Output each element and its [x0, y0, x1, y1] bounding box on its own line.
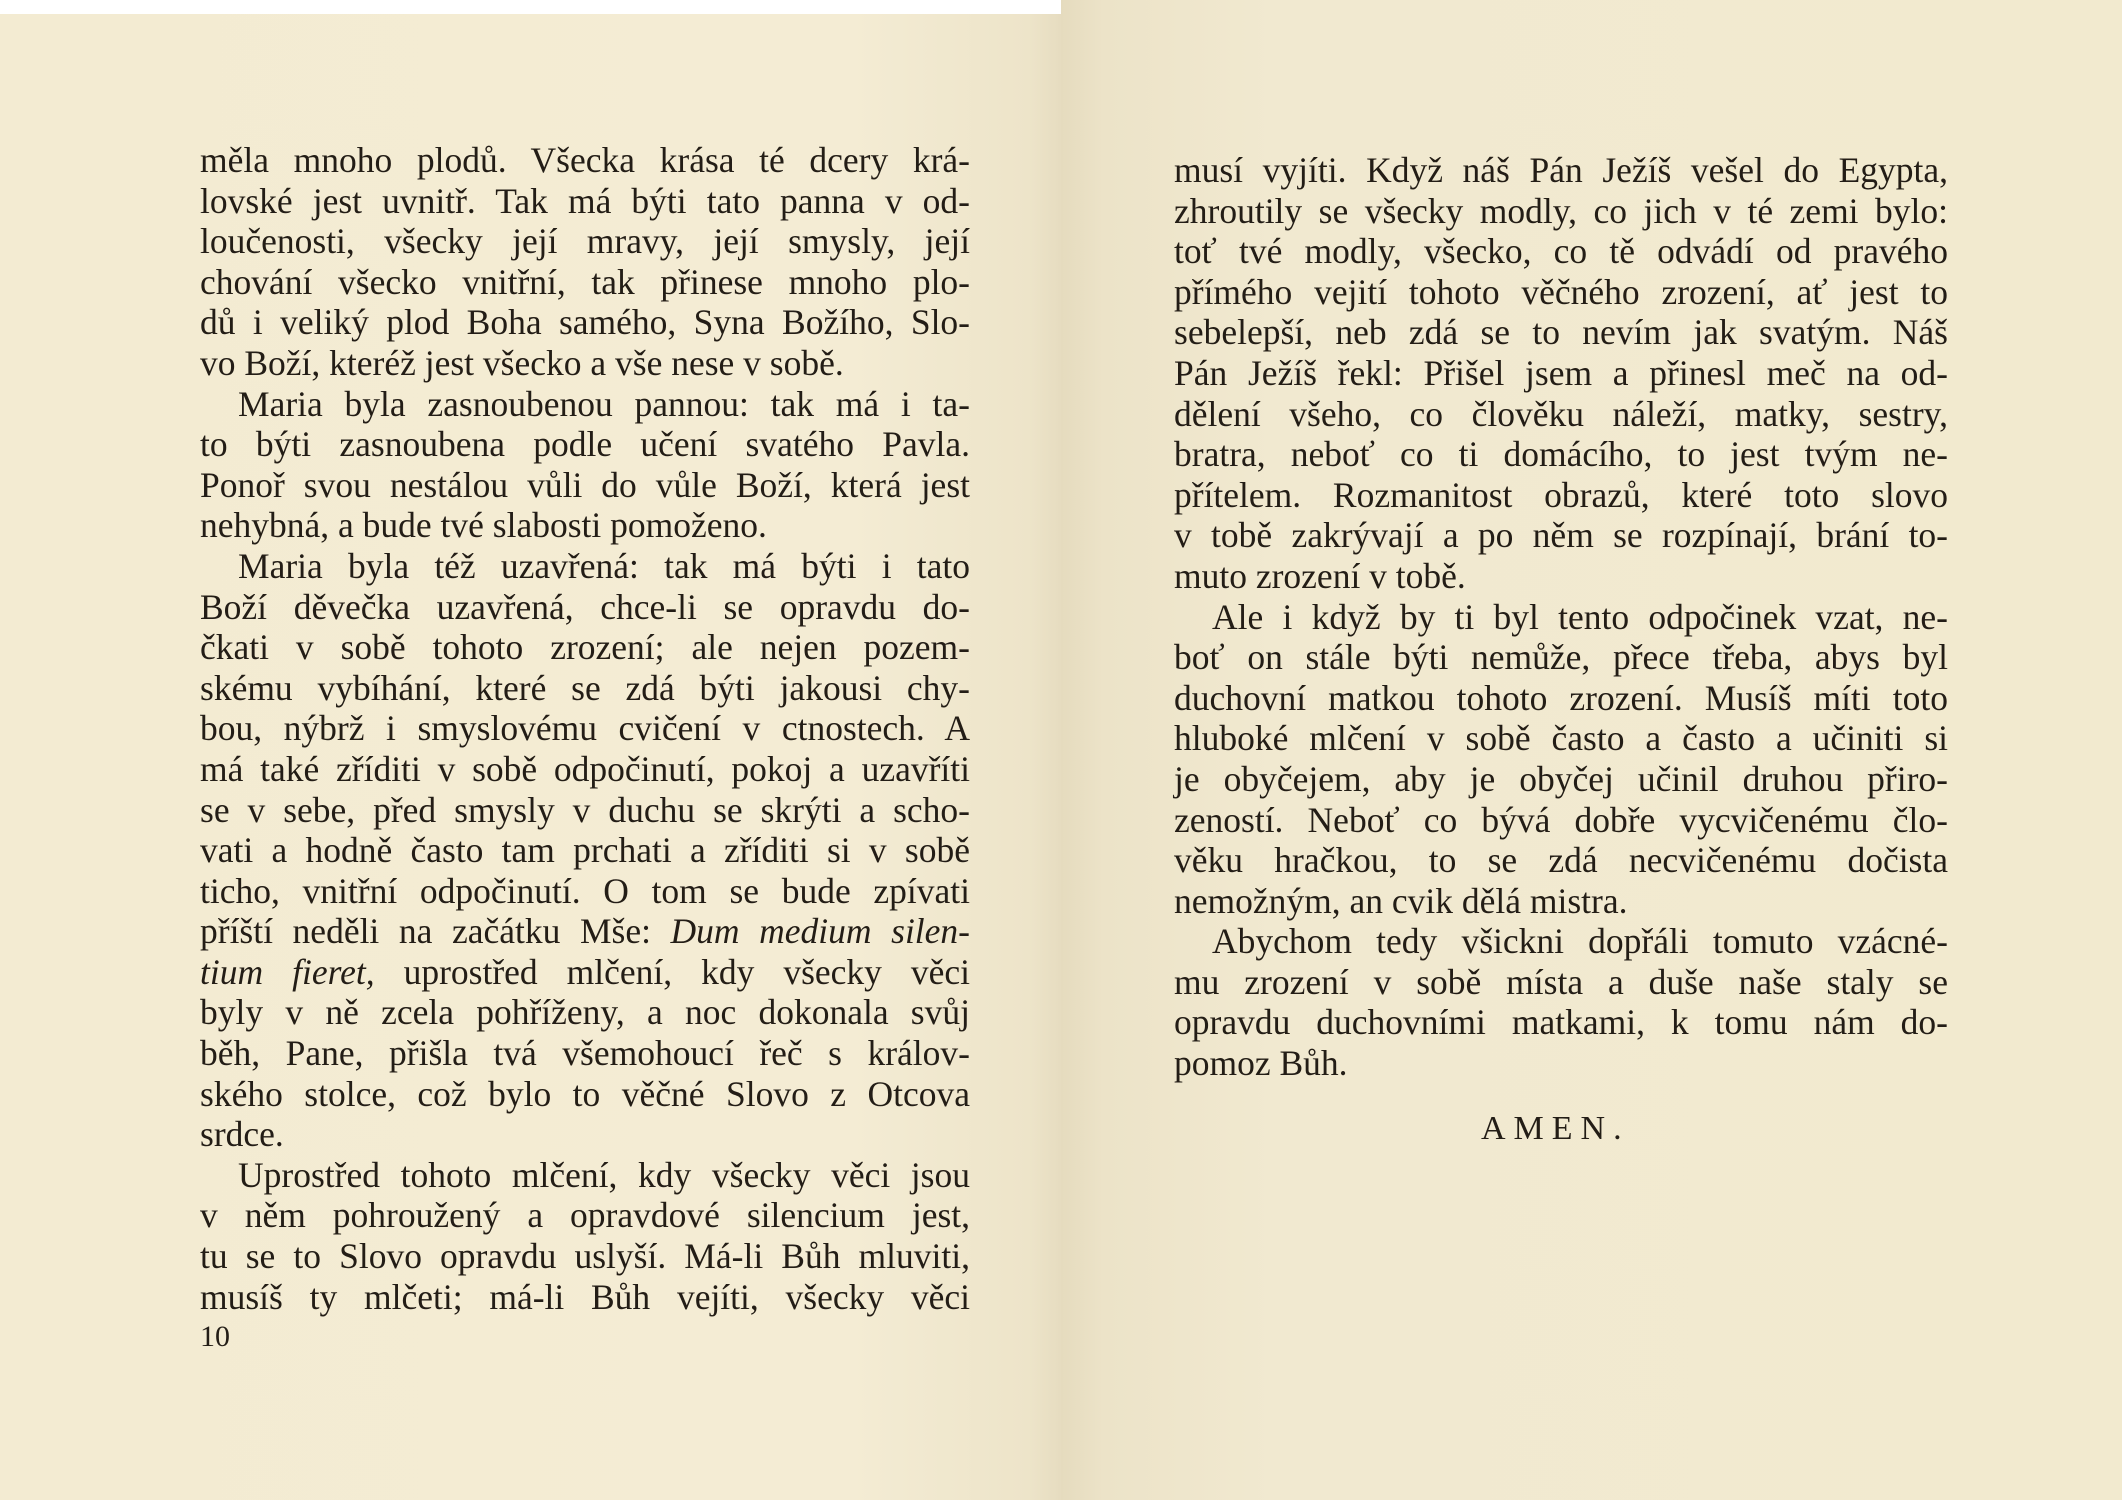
text-line: pomoz Bůh. — [1174, 1043, 1348, 1084]
text-line: srdce. — [200, 1114, 284, 1155]
text-line: skému vybíhání, které se zdá býti jakousi chy- — [200, 667, 970, 708]
right-page-text — [1174, 150, 1948, 1084]
text-line: vati a hodně často tam prchati a zříditi si v sobě — [200, 830, 970, 871]
text-line: duchovní matkou tohoto zrození. Musíš míti toto — [1174, 677, 1948, 718]
text-line: je obyčejem, aby je obyčej učinil druhou přiro- — [1174, 758, 1948, 799]
text-line: zeností. Neboť co bývá dobře vycvičenému člo- — [1174, 799, 1948, 840]
text-line: běh, Pane, přišla tvá všemohoucí řeč s králov- — [200, 1033, 970, 1074]
text-line: hluboké mlčení v sobě často a často a učiniti si — [1174, 718, 1948, 759]
text-line: Maria byla též uzavřená: tak má býti i tato — [238, 545, 970, 586]
page-number: 10 — [200, 1320, 230, 1353]
text-line: přítelem. Rozmanitost obrazů, které toto slovo — [1174, 474, 1948, 515]
text-line: nemožným, an cvik dělá mistra. — [1174, 880, 1628, 921]
text-line: byly v ně zcela pohříženy, a noc dokonala svůj — [200, 992, 970, 1033]
right-page — [1061, 0, 2122, 1500]
text-line: lovské jest uvnitř. Tak má býti tato panna v od- — [200, 180, 970, 221]
text-line: nehybná, a bude tvé slabosti pomoženo. — [200, 505, 767, 546]
text-line: bou, nýbrž i smyslovému cvičení v ctnostech. A — [200, 708, 970, 749]
text-line: Boží děvečka uzavřená, chce-li se opravdu do- — [200, 586, 970, 627]
text-line — [200, 952, 970, 993]
text-line: boť on stále býti nemůže, přece třeba, abys byl — [1174, 637, 1948, 678]
text-line: tu se to Slovo opravdu uslyší. Má-li Bůh mluviti, — [200, 1236, 970, 1277]
text-line: to býti zasnoubena podle učení svatého Pavla. — [200, 424, 970, 465]
text-line: ského stolce, což bylo to věčné Slovo z Otcova — [200, 1073, 970, 1114]
text-line: musíš ty mlčeti; má-li Bůh vejíti, všecky věci — [200, 1276, 970, 1317]
text-line: toť tvé modly, všecko, co tě odvádí od pravého — [1174, 231, 1948, 272]
text-line: mu zrození v sobě místa a duše naše staly se — [1174, 961, 1948, 1002]
text-line: v něm pohroužený a opravdové silencium jest, — [200, 1195, 970, 1236]
text-line: zhroutily se všecky modly, co jich v té zemi bylo: — [1174, 190, 1948, 231]
text-line: sebelepší, neb zdá se to nevím jak svatým. Náš — [1174, 312, 1948, 353]
text-line: opravdu duchovními matkami, k tomu nám do- — [1174, 1002, 1948, 1043]
text-line: dělení všeho, co člověku náleží, matky, sestry, — [1174, 393, 1948, 434]
latin-quote: tium fieret, — [200, 951, 375, 992]
text-line: měla mnoho plodů. Všecka krása té dcery krá- — [200, 140, 970, 180]
text-line: musí vyjíti. Když náš Pán Ježíš vešel do Egypta, — [1174, 150, 1948, 190]
text-line: přímého vejití tohoto věčného zrození, ať jest to — [1174, 271, 1948, 312]
text-line: muto zrození v tobě. — [1174, 555, 1466, 596]
left-page-text — [200, 140, 970, 1317]
text-line: chování všecko vnitřní, tak přinese mnoho plo- — [200, 261, 970, 302]
text-line: bratra, neboť co ti domácího, to jest tvým ne- — [1174, 434, 1948, 475]
text-line: vo Boží, kteréž jest všecko a vše nese v sobě. — [200, 342, 844, 383]
text-line: Abychom tedy všickni dopřáli tomuto vzácné- — [1212, 921, 1948, 962]
text-line: Maria byla zasnoubenou pannou: tak má i ta- — [238, 383, 970, 424]
text-line: loučenosti, všecky její mravy, její smysly, její — [200, 221, 970, 262]
closing-amen: AMEN. — [1481, 1110, 1630, 1147]
text-line: ticho, vnitřní odpočinutí. O tom se bude zpívati — [200, 870, 970, 911]
text-line: v tobě zakrývají a po něm se rozpínají, brání to- — [1174, 515, 1948, 556]
text-line: se v sebe, před smysly v duchu se skrýti a scho- — [200, 789, 970, 830]
text-line: Ponoř svou nestálou vůli do vůle Boží, která jest — [200, 464, 970, 505]
text-segment: uprostřed mlčení, kdy všecky věci — [403, 951, 970, 992]
text-line: Ale i když by ti byl tento odpočinek vzat, ne- — [1212, 596, 1948, 637]
text-line — [200, 911, 970, 952]
text-line: dů i veliký plod Boha samého, Syna Božího, Slo- — [200, 302, 970, 343]
text-line: má také zříditi v sobě odpočinutí, pokoj a uzavříti — [200, 748, 970, 789]
text-line: Uprostřed tohoto mlčení, kdy všecky věci jsou — [238, 1154, 970, 1195]
text-line: věku hračkou, to se zdá necvičenému dočista — [1174, 840, 1948, 881]
latin-quote: Dum medium silen- — [670, 911, 970, 952]
text-segment: příští neděli na začátku Mše: — [200, 911, 651, 952]
text-line: Pán Ježíš řekl: Přišel jsem a přinesl meč na od- — [1174, 352, 1948, 393]
text-line: čkati v sobě tohoto zrození; ale nejen pozem- — [200, 627, 970, 668]
